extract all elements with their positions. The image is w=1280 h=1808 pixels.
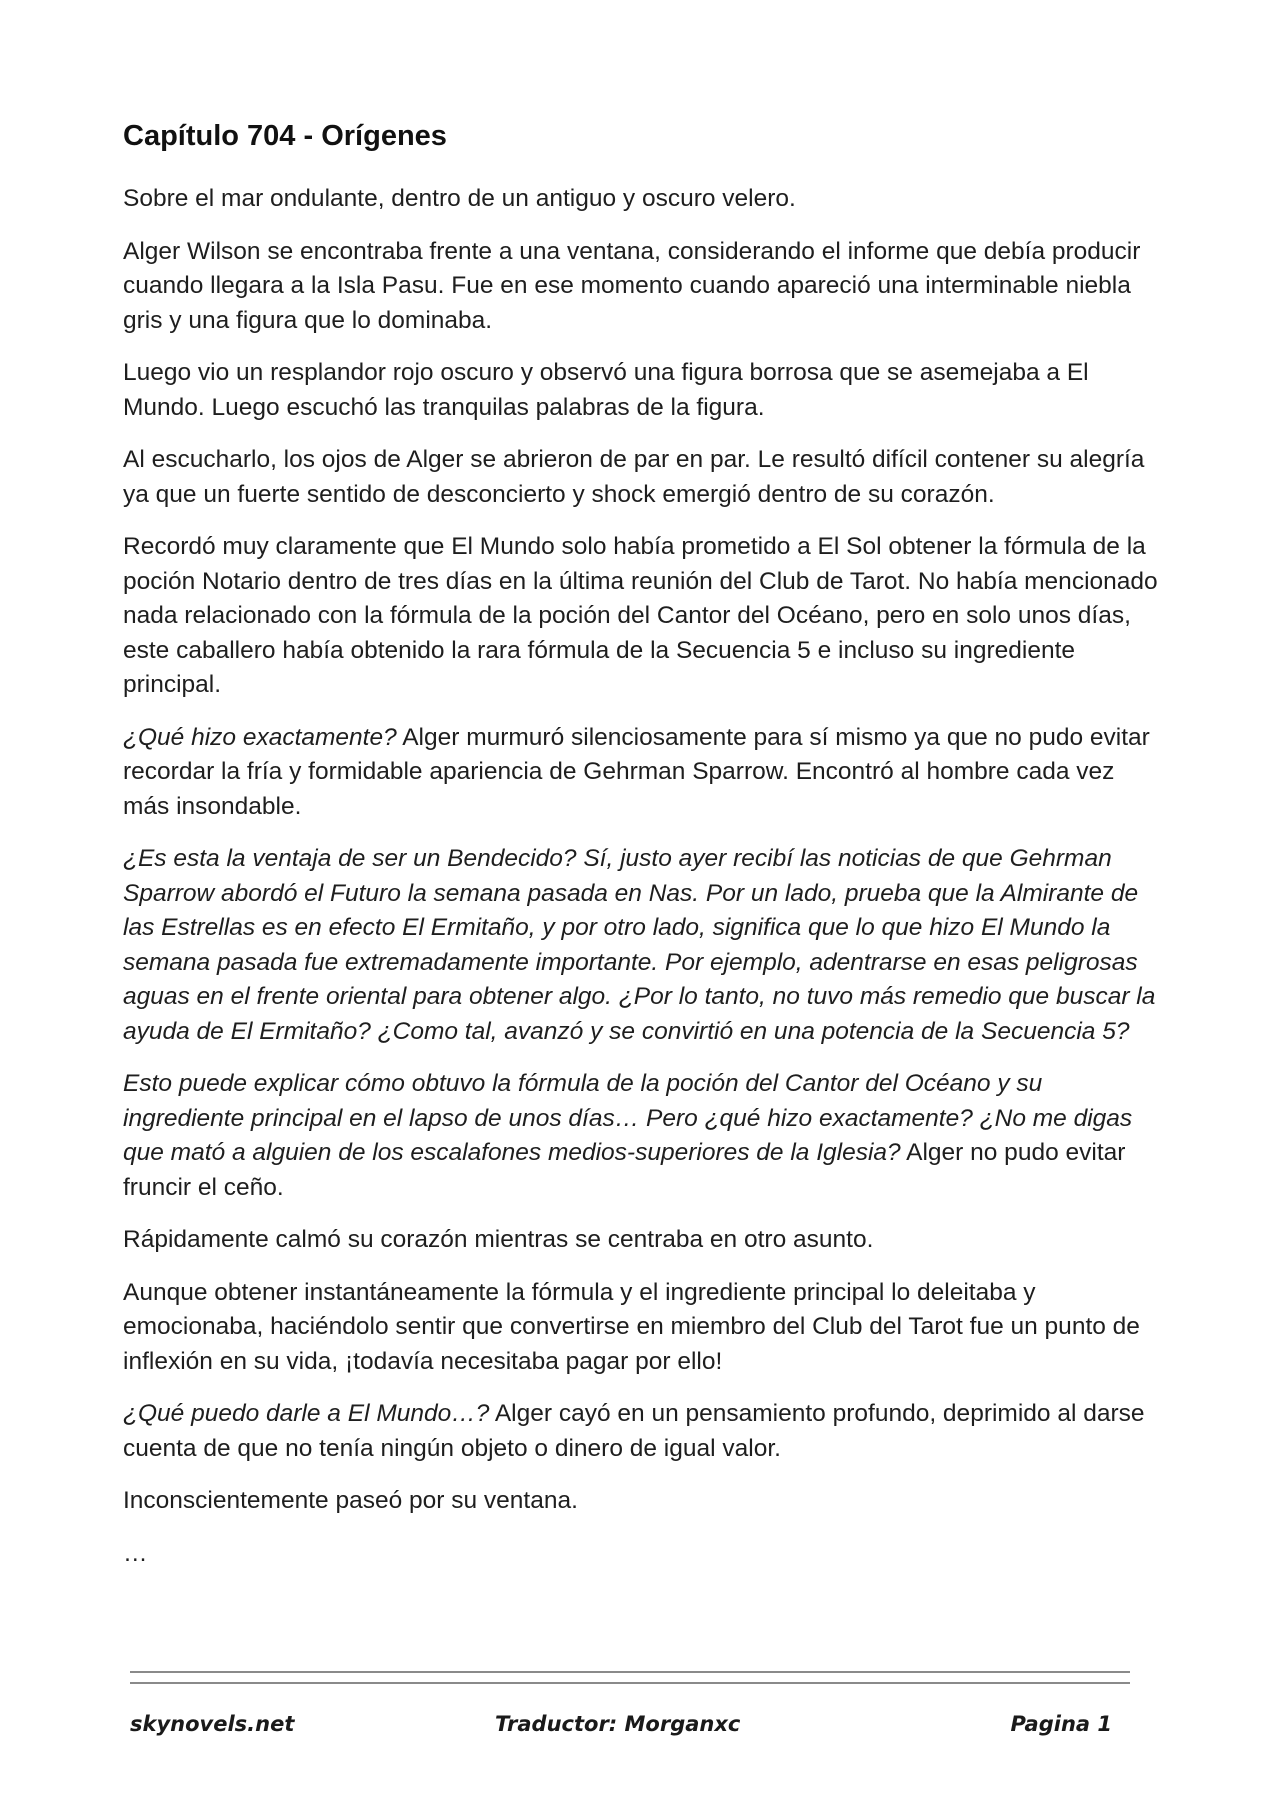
footer-divider	[130, 1671, 1130, 1693]
paragraph-segment: Luego vio un resplandor rojo oscuro y observó una figura borrosa que se asemejaba a El Mundo. Luego escuchó las tranquilas palabras de la figura.	[123, 359, 1089, 421]
paragraph-segment: Alger murmuró silenciosamente para sí mismo ya que no pudo evitar recordar la fría y formidable apariencia de Gehrman Sparrow. Encontró al hombre cada vez más insondable.	[123, 723, 1150, 820]
paragraph-italic-segment: ¿Es esta la ventaja de ser un Bendecido? Sí, justo ayer recibí las noticias de que Gehrman Sparrow abordó el Futuro la semana pasada en Nas. Por un lado, prueba que la Almirante de las Estrellas es en efecto El Ermitaño, y por otro lado, significa que lo que hizo El Mundo la semana pasada fue extremadamente importante. Por ejemplo, adentrarse en esas peligrosas aguas en el frente oriental para obtener algo. ¿Por lo tanto, no tuvo más remedio que buscar la ayuda de El Ermitaño? ¿Como tal, avanzó y se convirtió en una potencia de la Secuencia 5?	[123, 845, 1156, 1045]
paragraph	[123, 443, 1158, 512]
paragraph	[123, 1484, 1158, 1519]
paragraph	[123, 1276, 1158, 1380]
paragraph	[123, 1397, 1158, 1466]
paragraph-segment: Al escucharlo, los ojos de Alger se abrieron de par en par. Le resultó difícil contener su alegría ya que un fuerte sentido de desconcierto y shock emergió dentro de su corazón.	[123, 446, 1145, 508]
footer-divider-line-top	[130, 1671, 1130, 1673]
chapter-body	[123, 118, 1158, 1571]
paragraph	[123, 1067, 1158, 1205]
footer-divider-line-bottom	[130, 1682, 1130, 1684]
footer-translator: Traductor: Morganxc	[495, 1712, 741, 1736]
footer-page-number: Pagina 1	[1010, 1712, 1112, 1736]
paragraph-italic-segment: ¿Qué hizo exactamente?	[123, 723, 397, 751]
paragraph-italic-segment: ¿Qué puedo darle a El Mundo…?	[123, 1400, 490, 1427]
paragraph-segment: Alger cayó en un pensamiento profundo, deprimido al darse cuenta de que no tenía ningún objeto o dinero de igual valor.	[123, 1400, 1145, 1462]
paragraph-segment: Recordó muy claramente que El Mundo solo había prometido a El Sol obtener la fórmula de la poción Notario dentro de tres días en la última reunión del Club de Tarot. No había mencionado nada relacionado con la fórmula de la poción del Cantor del Océano, pero en solo unos días, este caballero había obtenido la rara fórmula de la Secuencia 5 e incluso su ingrediente principal.	[123, 533, 1158, 698]
paragraph	[123, 1223, 1158, 1258]
paragraph-segment: Aunque obtener instantáneamente la fórmula y el ingrediente principal lo deleitaba y emocionaba, haciéndolo sentir que convertirse en miembro del Club del Tarot fue un punto de inflexión en su vida, ¡todavía necesitaba pagar por ello!	[123, 1278, 1140, 1375]
section-break-ellipsis: …	[123, 1539, 148, 1567]
paragraph	[123, 235, 1158, 339]
page-footer	[130, 1712, 1130, 1748]
paragraph-segment: Sobre el mar ondulante, dentro de un antiguo y oscuro velero.	[123, 185, 796, 212]
paragraph-list	[123, 182, 1158, 1519]
paragraph	[123, 842, 1158, 1049]
paragraph-italic-segment: Esto puede explicar cómo obtuvo la fórmula de la poción del Cantor del Océano y su ingrediente principal en el lapso de unos días… Pero ¿qué hizo exactamente? ¿No me digas que mató a alguien de los escalafones medios-superiores de la Iglesia?	[123, 1070, 1133, 1166]
paragraph-segment: Alger Wilson se encontraba frente a una ventana, considerando el informe que debía producir cuando llegara a la Isla Pasu. Fue en ese momento cuando apareció una interminable niebla gris y una figura que lo dominaba.	[123, 237, 1141, 334]
paragraph-segment: Inconscientemente paseó por su ventana.	[123, 1487, 578, 1514]
paragraph-segment: Alger no pudo evitar fruncir el ceño.	[123, 1139, 1126, 1201]
footer-site: skynovels.net	[130, 1712, 295, 1736]
paragraph-segment: Rápidamente calmó su corazón mientras se centraba en otro asunto.	[123, 1226, 874, 1253]
paragraph	[123, 721, 1158, 825]
paragraph	[123, 182, 1158, 217]
chapter-title: Capítulo 704 - Orígenes	[123, 120, 447, 152]
paragraph	[123, 530, 1158, 703]
paragraph	[123, 356, 1158, 425]
